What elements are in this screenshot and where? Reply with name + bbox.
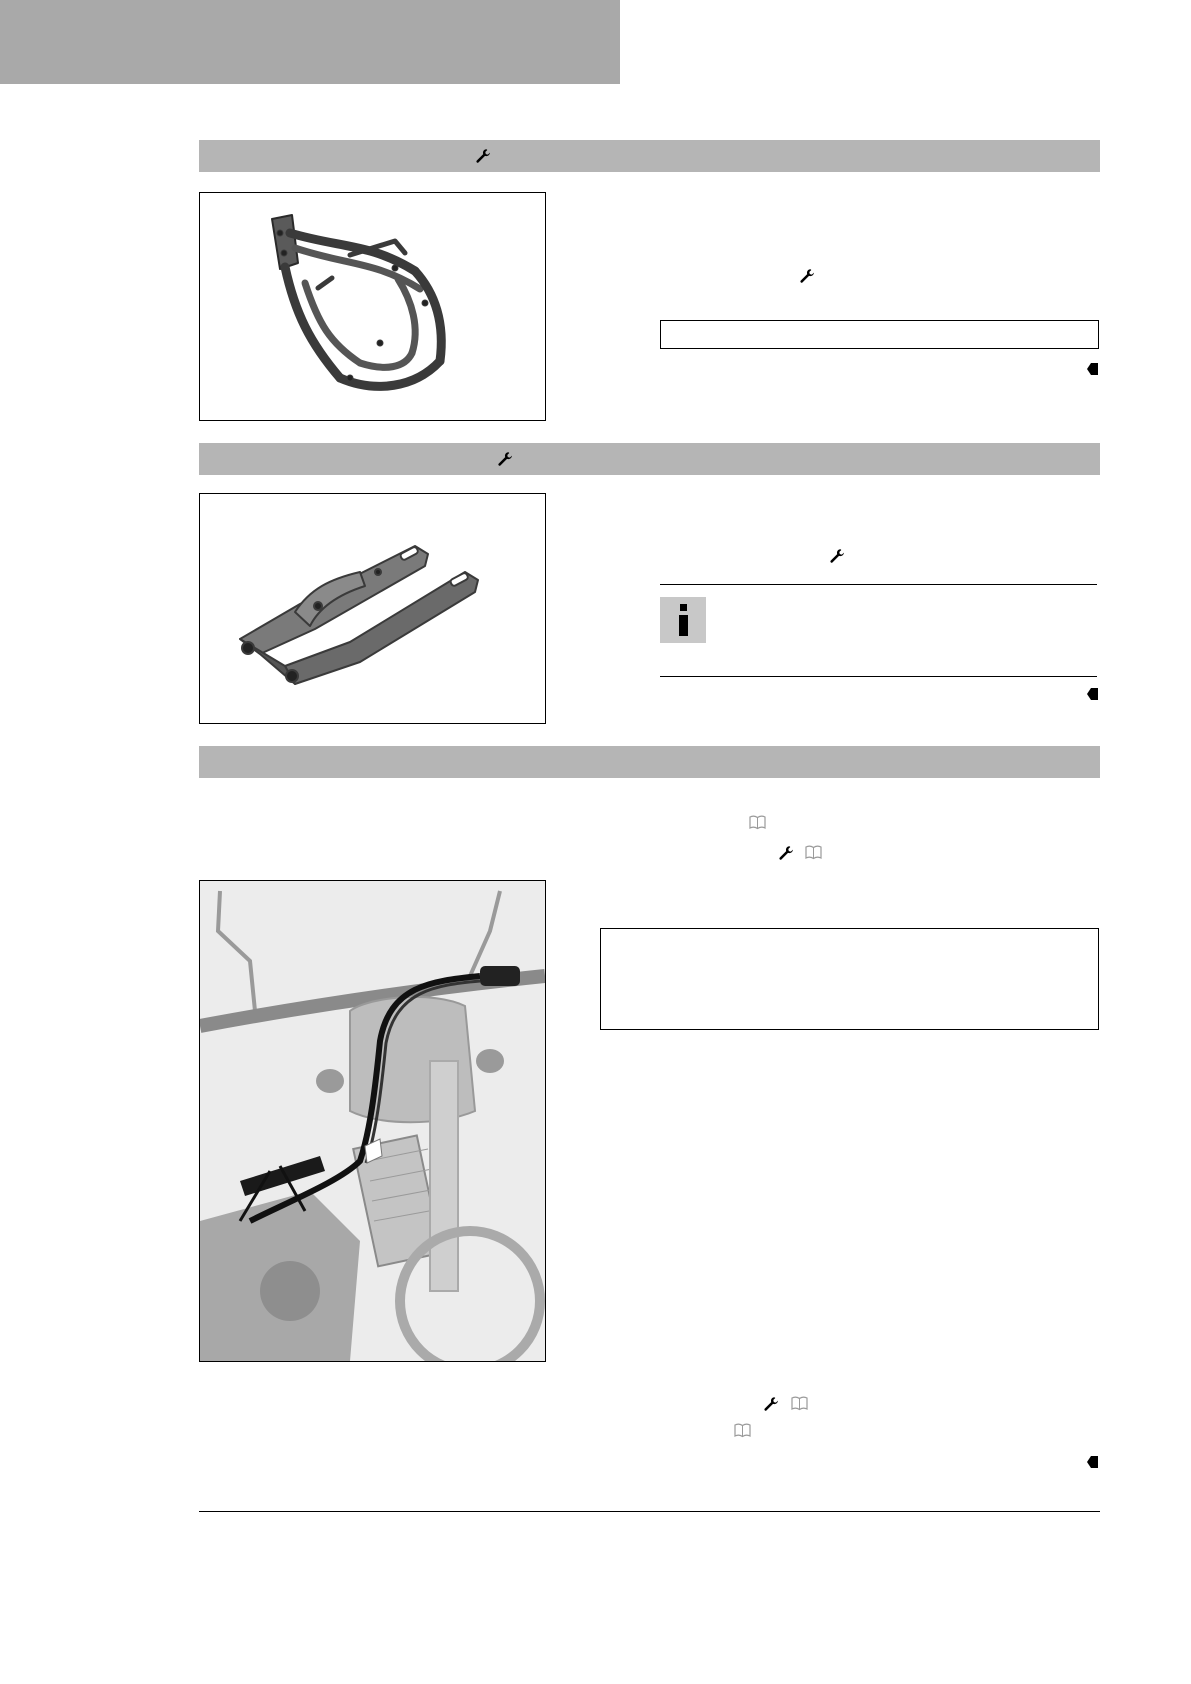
section-header-swingarm [199, 443, 1100, 475]
info-rule-bottom [660, 676, 1097, 677]
end-mark-icon [1087, 1456, 1098, 1468]
swingarm-figure [199, 493, 546, 724]
book-reference-icon [791, 1396, 808, 1411]
wrench-icon [763, 1396, 779, 1412]
swingarm-illustration [200, 494, 545, 723]
wrench-icon [497, 451, 513, 467]
end-mark-icon [1087, 363, 1098, 375]
section-header-cable-routing [199, 746, 1100, 778]
info-icon [660, 597, 706, 643]
cable-routing-figure [199, 880, 546, 1362]
frame-figure [199, 192, 546, 421]
book-reference-icon [749, 815, 766, 830]
chapter-tab [0, 0, 620, 84]
end-mark-icon [1087, 688, 1098, 700]
wrench-icon [778, 845, 794, 861]
wrench-icon [799, 268, 815, 284]
info-rule-top [660, 584, 1097, 585]
book-reference-icon [805, 845, 822, 860]
wrench-icon [829, 548, 845, 564]
wrench-icon [475, 148, 491, 164]
handlebar-cable-routing-photo [200, 881, 545, 1361]
cable-routing-note-box [600, 928, 1099, 1030]
footer-rule [199, 1511, 1100, 1512]
book-reference-icon [734, 1423, 751, 1438]
frame-specification-box [660, 320, 1099, 349]
motorcycle-frame-illustration [200, 193, 545, 420]
section-header-frame [199, 140, 1100, 172]
